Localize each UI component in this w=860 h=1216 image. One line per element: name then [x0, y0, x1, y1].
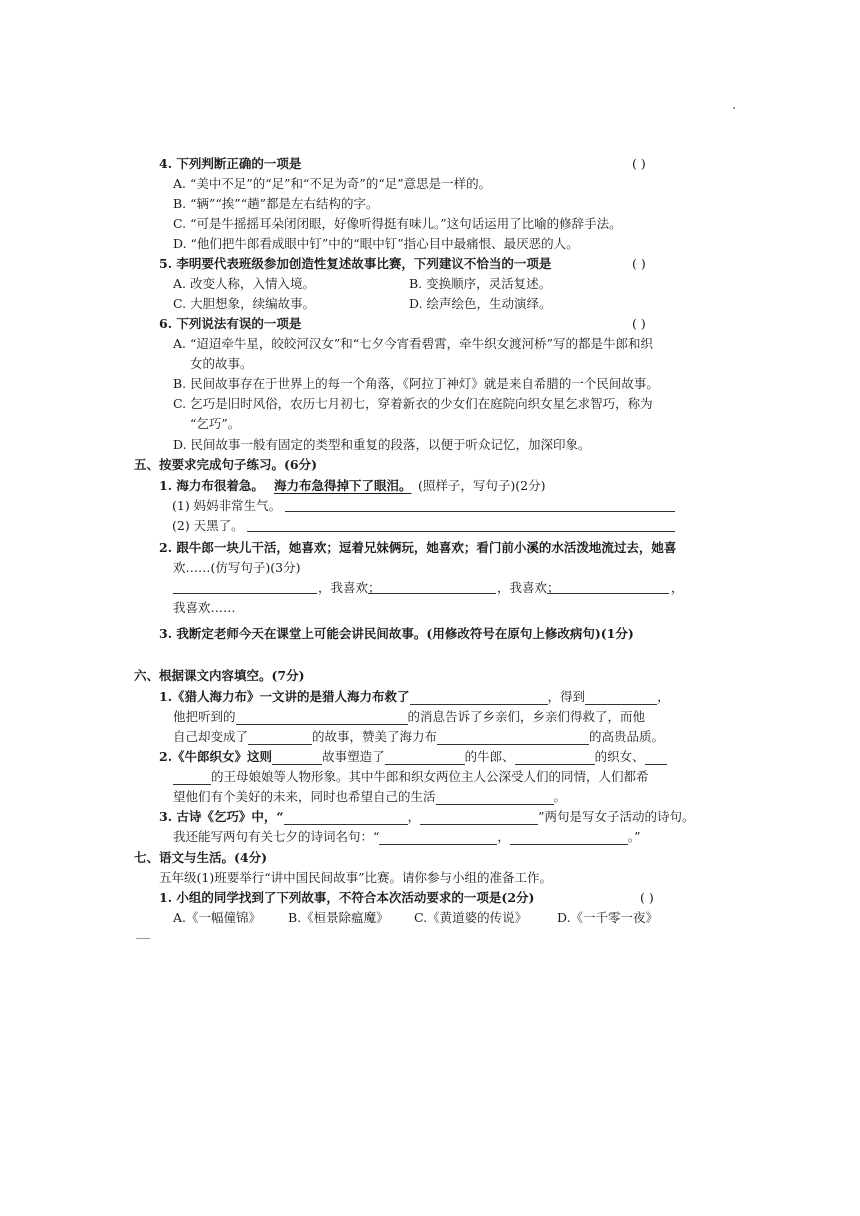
q6-option-a-line2: 女的故事。 [190, 356, 253, 371]
s6-q2-blank-4[interactable] [645, 751, 667, 765]
s6-q1-text-a: 1.《猎人海力布》一文讲的是猎人海力布救了 [159, 689, 410, 704]
s6-q1-line1 [159, 689, 670, 705]
s6-q3-blank-1[interactable] [284, 811, 408, 825]
s5-q2-like-2: ，我喜欢； [497, 580, 560, 595]
s5-q1-stem: 1. 海力布很着急。 [159, 478, 264, 493]
q5-answer-paren[interactable]: ( ) [632, 256, 646, 271]
s6-q2-text-g: 。 [553, 789, 567, 804]
q4-option-a: A. “美中不足”的“足”和“不足为奇”的“足”意思是一样的。 [173, 176, 492, 191]
q5-option-c: C. 大胆想象，续编故事。 [173, 296, 316, 311]
s6-q2-blank-3[interactable] [515, 751, 595, 765]
s6-q3-text-d: 我还能写两句有关七夕的诗词名句：“ [173, 829, 380, 844]
s6-q2-blank-5[interactable] [173, 771, 211, 785]
s6-q1-text-d: 他把听到的 [173, 709, 236, 724]
s5-q2-blank-2[interactable] [368, 593, 496, 594]
s6-q3-line2 [173, 829, 641, 845]
s7-q1-option-b: B.《桓景除瘟魔》 [288, 910, 389, 925]
s6-q3-text-c: ”两句是写女子活动的诗句。 [538, 809, 695, 824]
s6-q2-line2 [173, 769, 649, 785]
s5-q1-example: 海力布急得掉下了眼泪。 [274, 478, 412, 493]
s6-q1-blank-3[interactable] [236, 711, 408, 725]
s7-q1-option-a: A.《一幅僮锦》 [173, 910, 262, 925]
q6-stem: 6. 下列说法有误的一项是 [159, 316, 302, 331]
s6-q2-line1 [159, 749, 667, 765]
s6-q1-blank-4[interactable] [248, 731, 312, 745]
q6-answer-paren[interactable]: ( ) [632, 316, 646, 331]
s5-q1-answer-line-1[interactable] [285, 511, 675, 512]
s6-q1-text-h: 的高贵品质。 [589, 729, 665, 744]
section5-title: 五、按要求完成句子练习。(6分) [134, 457, 318, 472]
s6-q2-text-f: 望他们有个美好的未来，同时也希望自己的生活 [173, 789, 436, 804]
s6-q3-text-b: ， [407, 809, 421, 824]
s6-q3-blank-2[interactable] [420, 811, 538, 825]
s5-q2-blank-3[interactable] [547, 593, 669, 594]
s5-q2-comma: ， [671, 580, 684, 595]
s7-q1-option-d: D.《一千零一夜》 [557, 910, 659, 925]
s6-q3-blank-4[interactable] [510, 831, 628, 845]
s5-q1-sentence-2: (2) 天黑了。 [172, 518, 244, 533]
s6-q1-blank-1[interactable] [410, 691, 548, 705]
s6-q2-text-a: 2.《牛郎织女》这则 [159, 749, 273, 764]
q4-option-c: C. “可是牛摇摇耳朵闭闭眼，好像听得挺有味儿。”这句话运用了比喻的修辞手法。 [173, 216, 622, 231]
s5-q1-note: (照样子，写句子)(2分) [418, 478, 546, 493]
s7-q1-option-c: C.《黄道婆的传说》 [414, 910, 528, 925]
s6-q1-text-g: 的故事，赞美了海力布 [312, 729, 438, 744]
s6-q2-text-d: 的织女、 [594, 749, 645, 764]
s5-q1-answer-line-2[interactable] [247, 531, 675, 532]
s7-q1-stem: 1. 小组的同学找到了下列故事，不符合本次活动要求的一项是(2分) [159, 890, 535, 905]
q6-option-a-line1: A. “迢迢牵牛星，皎皎河汉女”和“七夕今宵看碧霄，牵牛织女渡河桥”写的都是牛郎和织 [173, 336, 654, 351]
s7-q1-answer-paren[interactable]: ( ) [640, 890, 654, 905]
section7-title: 七、语文与生活。(4分) [134, 850, 268, 865]
q5-option-a: A. 改变人称，入情入境。 [173, 276, 315, 291]
q4-stem: 4. 下列判断正确的一项是 [159, 156, 302, 171]
s6-q1-blank-5[interactable] [437, 731, 589, 745]
q4-option-b: B. “辆”“挨”“趟”都是左右结构的字。 [173, 196, 379, 211]
s6-q2-text-b: 故事塑造了 [322, 749, 385, 764]
s6-q1-text-c: ， [657, 689, 670, 704]
s6-q2-blank-6[interactable] [436, 791, 554, 805]
q5-option-d: D. 绘声绘色，生动演绎。 [409, 296, 552, 311]
s5-q3: 3. 我断定老师今天在课堂上可能会讲民间故事。(用修改符号在原句上修改病句)(1分) [159, 626, 634, 641]
s6-q1-text-e: 的消息告诉了乡亲们，乡亲们得救了，而他 [407, 709, 646, 724]
q4-option-d: D. “他们把牛郎看成眼中钉”中的“眼中钉”指心目中最痛恨、最厌恶的人。 [173, 236, 579, 251]
s6-q1-text-b: ，得到 [547, 689, 586, 704]
s6-q3-text-f: 。” [627, 829, 641, 844]
s6-q2-text-c: 的牛郎、 [464, 749, 515, 764]
q4-answer-paren[interactable]: ( ) [632, 156, 646, 171]
s7-intro: 五年级(1)班要举行“讲中国民间故事”比赛。请你参与小组的准备工作。 [159, 870, 552, 885]
s5-q1-sentence-1: (1) 妈妈非常生气。 [172, 498, 282, 513]
s6-q3-text-e: ， [497, 829, 510, 844]
s5-q2-blank-1[interactable] [173, 593, 317, 594]
q6-option-c-line2: “乞巧”。 [190, 416, 241, 431]
s6-q2-text-e: 的王母娘娘等人物形象。其中牛郎和织女两位主人公深受人们的同情，人们都希 [211, 769, 649, 784]
s5-q2-ending: 我喜欢…… [173, 600, 236, 615]
scan-speck [733, 107, 735, 109]
q5-stem: 5. 李明要代表班级参加创造性复述故事比赛，下列建议不恰当的一项是 [159, 256, 552, 271]
s5-q2-line2: 欢……(仿写句子)(3分) [173, 560, 301, 575]
q6-option-c-line1: C. 乞巧是旧时风俗，农历七月初七，穿着新衣的少女们在庭院向织女星乞求智巧，称为 [173, 396, 653, 411]
q5-option-b: B. 变换顺序，灵活复述。 [409, 276, 552, 291]
s5-q2-line1: 2. 跟牛郎一块儿干活，她喜欢；逗着兄妹俩玩，她喜欢；看门前小溪的水活泼地流过去，她喜 [159, 540, 677, 555]
s6-q3-text-a: 3. 古诗《乞巧》中，“ [159, 809, 284, 824]
s6-q3-line1 [159, 809, 695, 825]
s6-q3-blank-3[interactable] [379, 831, 497, 845]
s6-q2-line3 [173, 789, 566, 805]
section6-title: 六、根据课文内容填空。(7分) [134, 668, 305, 683]
s6-q2-blank-1[interactable] [272, 751, 322, 765]
s6-q1-text-f: 自己却变成了 [173, 729, 249, 744]
s6-q1-line3 [173, 729, 664, 745]
s6-q1-line2 [173, 709, 645, 725]
s5-q2-like-1: ，我喜欢； [318, 580, 381, 595]
q6-option-b: B. 民间故事存在于世界上的每一个角落，《阿拉丁神灯》就是来自希腊的一个民间故事。 [173, 376, 659, 391]
q6-option-d: D. 民间故事一般有固定的类型和重复的段落，以便于听众记忆，加深印象。 [173, 437, 591, 452]
s6-q1-blank-2[interactable] [585, 691, 657, 705]
page-edge-mark [136, 938, 150, 939]
s6-q2-blank-2[interactable] [385, 751, 465, 765]
